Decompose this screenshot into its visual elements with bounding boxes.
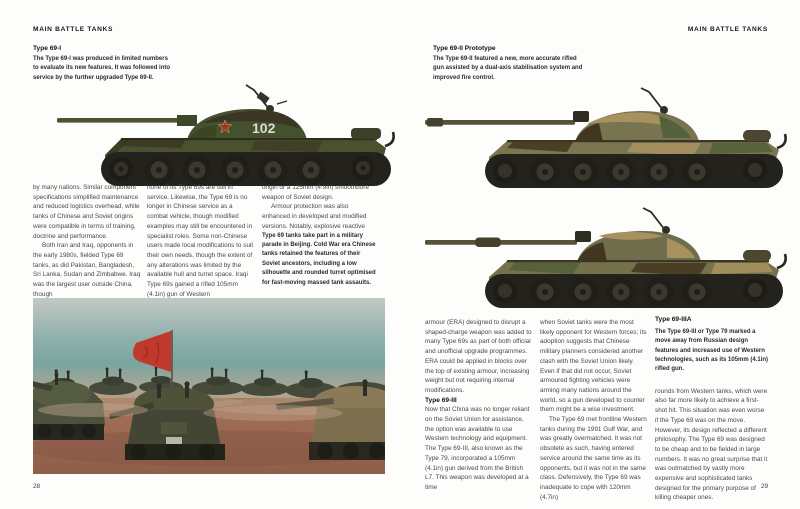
right-body-column-1 <box>425 318 533 493</box>
left-body-column-2 <box>147 183 255 299</box>
body-paragraph: armour (ERA) designed to disrupt a shaped-charge weapon was added to many Type 69s as part of both official and unofficial upgrade programmes. ERA could be applied in blocks over the top of existing armour, increasing weight but not requiring internal modifications. <box>425 319 532 394</box>
right-page-number: 29 <box>760 483 768 490</box>
caption-text: The Type 69-III or Type 79 marked a move away from Russian design features and increased use of Western technologies, such as its 105mm (4.1in) rifled gun. <box>655 328 769 373</box>
caption-title: Type 69-II Prototype <box>433 45 496 52</box>
photo-caption: Type 69 tanks take part in a military parade in Beijing. Cold War era Chinese tanks retained the features of their Soviet ancestors, including a low silhouette and rounded turret optimised for fast-moving massed tank assaults. <box>262 232 376 286</box>
body-paragraph: origin or a 125mm (4.9in) smoothbore weapon of Soviet design. <box>262 184 369 201</box>
right-page-header: MAIN BATTLE TANKS <box>687 26 768 33</box>
body-paragraph: Armour protection was also enhanced in developed and modified versions. Notably, explosive reactive <box>262 203 367 230</box>
body-paragraph: Now that China was no longer reliant on the Soviet Union for assistance, the option was available to use Western technology and equipment. The Type 69-III, also known as the Type 79, incorporated a 105mm (4.1in) gun derived from the British L7. This weapon was developed at a time <box>425 406 530 491</box>
body-paragraph: Both Iran and Iraq, opponents in the early 1980s, fielded Type 69 tanks, as did Pakistan, Bangladesh, Sri Lanka, Sudan and Zimbabwe. Iraq was the largest user outside China, though <box>33 242 141 298</box>
body-paragraph: none of its Type 69s are still in service. Likewise, the Type 69 is no longer in Chinese service as a combat vehicle, though modified examples may still be encountered in specialist roles. Some non-Chinese users made local modifications to suit their own needs, though the extent of any alterations was limited by the available hull and turret space. Iraqi Type 69s gained a rifled 105mm (4.1in) gun of Western <box>147 184 254 298</box>
body-paragraph: rounds from Western tanks, which were also far more likely to achieve a first-shot hit. This situation was even worse if the Type 69 was on the move. However, its design reflected a different philosophy. The Type 69 was designed to be cheap and to be fielded in large numbers. It was no great surprise that it was outmatched by vastly more expensive and sophisticated tanks designed for the primary purpose of killing cheaper ones. <box>655 387 768 502</box>
tank-svg <box>423 82 795 194</box>
type-69-1-caption <box>33 45 173 83</box>
caption-text: The Type 69-I was produced in limited numbers to evaluate its new features. It was followed into service by the further upgraded Type 69-II. <box>33 56 171 81</box>
section-subheading: Type 69-III <box>425 396 457 404</box>
tank-illustration-type-69-3a <box>423 200 795 315</box>
left-page-header: MAIN BATTLE TANKS <box>33 26 114 33</box>
tank-svg <box>55 82 395 192</box>
caption-text: The Type 69-II featured a new, more accurate rifled gun assisted by a dual-axis stabilisation system and improved fire control. <box>433 56 583 81</box>
tank-svg <box>423 200 795 315</box>
body-paragraph: The Type 69 met frontline Western tanks during the 1991 Gulf War, and was greatly overmatched. It was not obsolete as such, having entered service around the same time as its opponents, but it was not in the same class. Defensively, the Type 69 was inadequate to cope with 120mm (4.7in) <box>540 416 647 501</box>
body-paragraph: by many nations. Similar component specifications simplified maintenance and reduced logistics overhead, while tanks of Chinese and Soviet origins were compatible in terms of training, doctrine and performance. <box>33 184 140 240</box>
tank-illustration-type-69-1 <box>55 82 395 192</box>
turret-number: 102 <box>252 120 276 136</box>
body-paragraph: when Soviet tanks were the most likely opponent for Western forces; its adoption suggests that Chinese military planners considered another clash with the Soviet Union likely. Even if that did not occur, Soviet armoured fighting vehicles were arming many nations around the world, so a gun developed to counter them might be a wise investment. <box>540 319 647 414</box>
right-body-column-2 <box>540 318 648 502</box>
caption-title: Type 69-IIIA <box>655 316 692 323</box>
left-body-column-1 <box>33 183 141 299</box>
right-body-column-3 <box>655 315 769 503</box>
type-69-2-caption <box>433 45 583 83</box>
left-body-column-3 <box>262 183 376 288</box>
caption-title: Type 69-I <box>33 45 62 52</box>
tank-illustration-type-69-2 <box>423 82 795 194</box>
left-page-number: 28 <box>33 483 41 490</box>
parade-photo-svg <box>33 298 385 474</box>
parade-photo <box>33 298 385 474</box>
